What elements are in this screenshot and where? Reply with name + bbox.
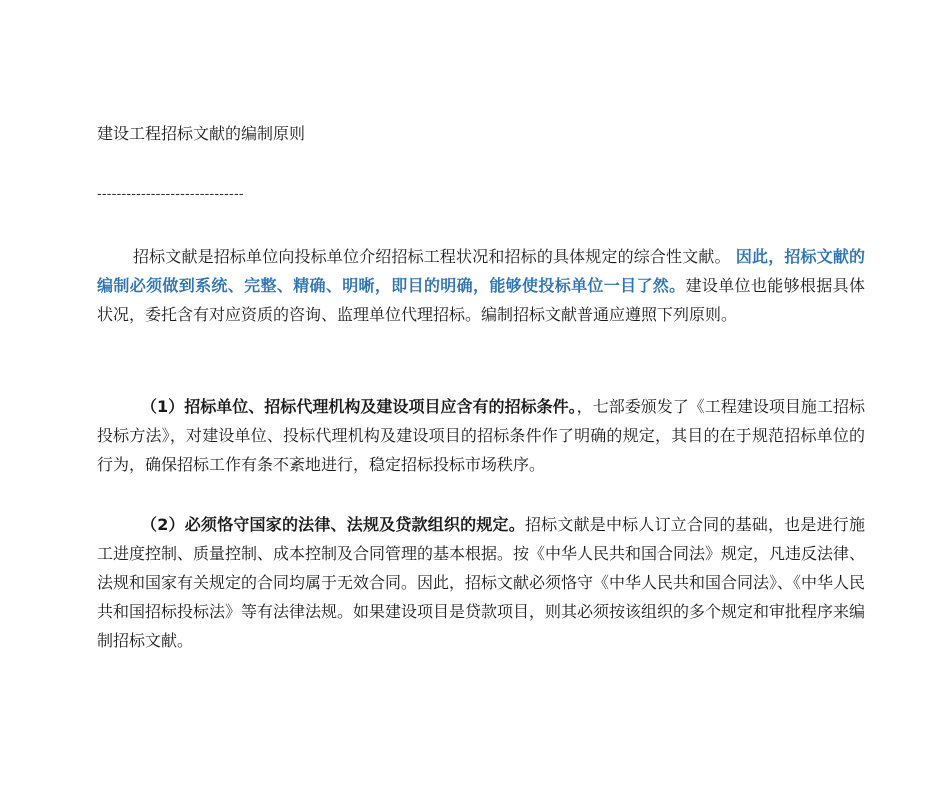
paragraph-principle-2 <box>97 510 865 655</box>
divider-line: ------------------------------ <box>97 187 244 202</box>
principle-2-text: 招标文献是中标人订立合同的基础，也是进行施工进度控制、质量控制、成本控制及合同管理的基本根据。按《中华人民共和国合同法》规定，凡违反法律、法规和国家有关规定的合同均属于无效合同。因此，招标文献必须恪守《中华人民共和国合同法》、《中华人民共和国招标投标法》等有法律法规。如果建设项目是贷款项目，则其必须按该组织的多个规定和审批程序来编制招标文献。 <box>97 515 866 650</box>
principle-2-heading: （2）必须恪守国家的法律、法规及贷款组织的规定。 <box>141 515 525 534</box>
principle-1-text: ，七部委颁发了《工程建设项目施工招标投标方法》，对建设单位、投标代理机构及建设项目的招标条件作了明确的规定，其目的在于规范招标单位的行为，确保招标工作有条不紊地进行，稳定招标投标市场秩序。 <box>97 397 865 474</box>
paragraph-principle-1 <box>97 392 865 479</box>
paragraph-intro <box>97 242 865 329</box>
intro-text-after: 建设单位也能够根据具体状况，委托含有对应资质的咨询、监理单位代理招标。编制招标文献普通应遵照下列原则。 <box>97 276 865 324</box>
document-title: 建设工程招标文献的编制原则 <box>97 124 306 143</box>
intro-highlight: 因此，招标文献的编制必须做到系统、完整、精确、明晰，即目的明确，能够使投标单位一目了然。 <box>97 247 865 295</box>
principle-1-heading: （1）招标单位、招标代理机构及建设项目应含有的招标条件。 <box>141 397 577 416</box>
intro-text: 招标文献是招标单位向投标单位介绍招标工程状况和招标的具体规定的综合性文献。 <box>133 247 731 266</box>
